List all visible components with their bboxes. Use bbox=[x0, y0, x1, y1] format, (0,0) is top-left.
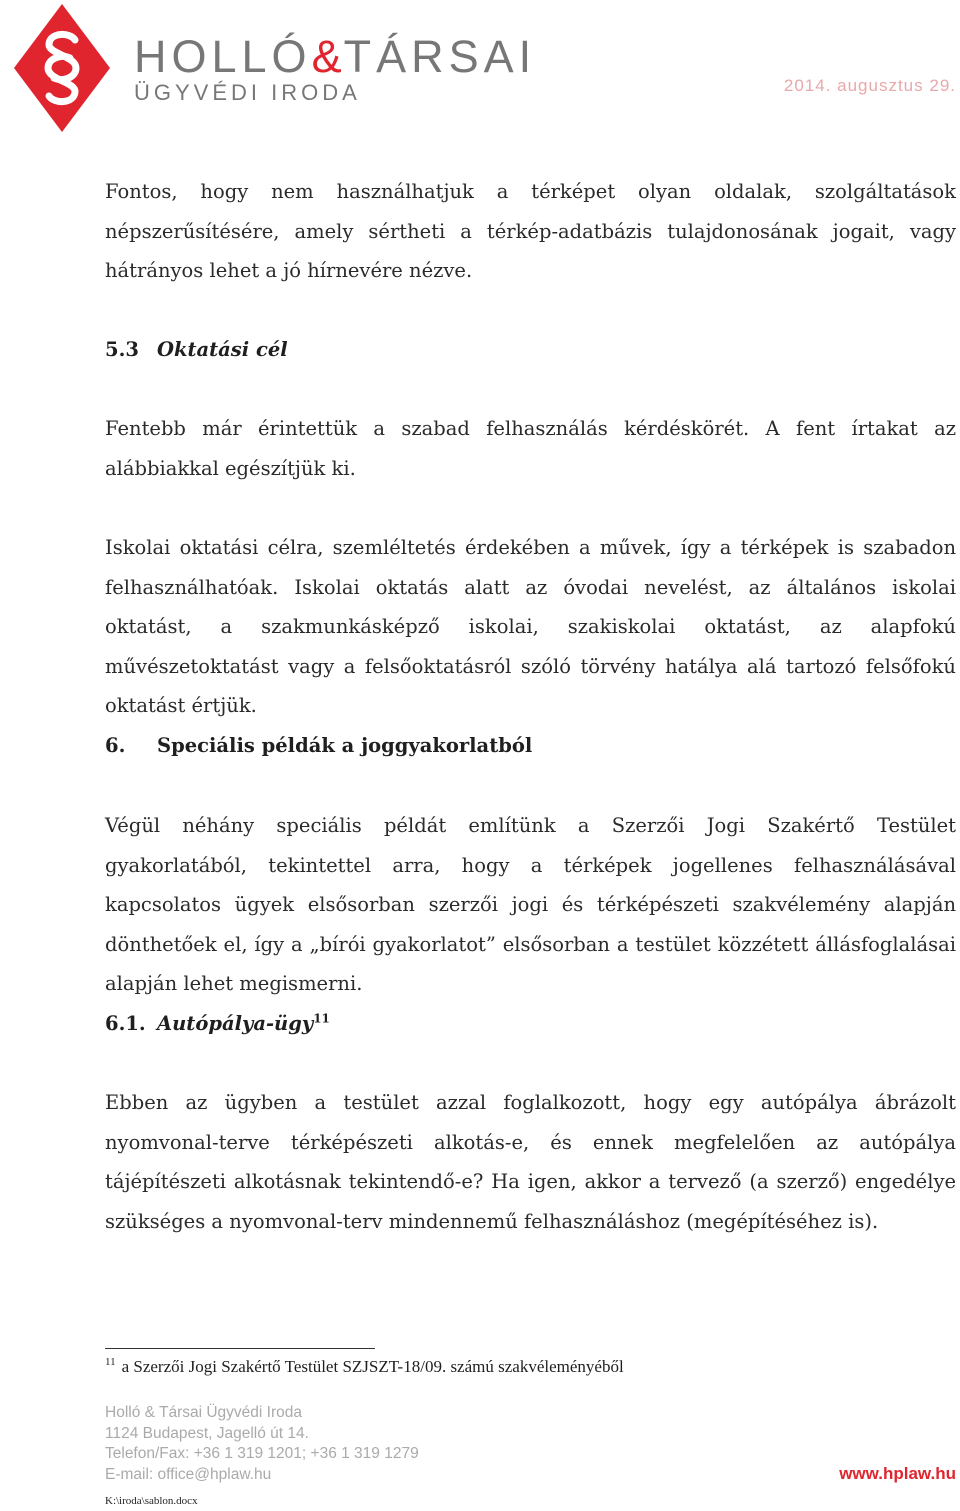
footnote-text: a Szerzői Jogi Szakértő Testület SZJSZT-18/09. számú szakvéleményéből bbox=[121, 1357, 624, 1376]
footer-contact bbox=[105, 1403, 419, 1485]
footnote-number: 11 bbox=[105, 1356, 116, 1369]
section-number: 6.1. bbox=[105, 1012, 146, 1035]
section-title: Speciális példák a joggyakorlatból bbox=[157, 734, 533, 757]
section-heading-6-1 bbox=[105, 1010, 330, 1038]
brand-name: HOLLÓ&TÁRSAI bbox=[134, 31, 537, 82]
paragraph-special-examples: Végül néhány speciális példát említünk a Szerzői Jogi Szakértő Testület gyakorlatából, tekintettel arra, hogy a térképek jogellenes felhasználásával kapcsolatos ügyek elsősorban szerzői jogi és térképészeti szakvélemény alapján dönthetőek el, így a „bírói gyakorlatot” elsősorban a testület közzétett állásfoglalásai alapján lehet megismerni. bbox=[105, 814, 956, 995]
paragraph-free-use: Fentebb már érintettük a szabad felhasználás kérdéskörét. A fent írtakat az alábbiakkal egészítjük ki. bbox=[105, 417, 956, 480]
section-number: 5.3 bbox=[105, 338, 139, 361]
section-title: Autópálya-ügy bbox=[157, 1012, 314, 1035]
brand-subtitle: ÜGYVÉDI IRODA bbox=[134, 80, 361, 105]
footer-address: 1124 Budapest, Jagelló út 14. bbox=[105, 1424, 309, 1442]
paragraph-school-use: Iskolai oktatási célra, szemléltetés érdekében a művek, így a térképek is szabadon felhasználhatóak. Iskolai oktatás alatt az óvodai nevelést, az általános iskolai oktatást, a szakmunkásképző iskolai, szakiskolai oktatást, az alapfokú művészetoktatást vagy a felsőoktatásról szóló törvény hatálya alá tartozó felsőfokú oktatást értjük. bbox=[105, 536, 957, 717]
footnote bbox=[105, 1357, 624, 1377]
file-path: K:\iroda\sablon.docx bbox=[105, 1495, 198, 1507]
section-number: 6. bbox=[105, 734, 126, 757]
paragraph-motorway-case: Ebben az ügyben a testület azzal foglalkozott, hogy egy autópálya ábrázolt nyomvonal-terve térképészeti alkotás-e, és ennek megfelelően az autópálya tájépítészeti alkotásnak tekintendő-e? Ha igen, akkor a tervező (a szerző) engedélye szükséges a nyomvonal-terv mindennemű felhasználáshoz (megépítéséhez is). bbox=[105, 1091, 956, 1233]
document-date: 2014. augusztus 29. bbox=[783, 76, 956, 95]
footer-phone: Telefon/Fax: +36 1 319 1201; +36 1 319 1279 bbox=[105, 1445, 419, 1462]
footnote-separator bbox=[105, 1348, 375, 1349]
section-heading-6 bbox=[105, 732, 532, 760]
paragraph-map-usage: Fontos, hogy nem használhatjuk a térképet olyan oldalak, szolgáltatások népszerűsítésére, amely sértheti a térkép-adatbázis tulajdonosának jogait, vagy hátrányos lehet a jó hírnevére nézve. bbox=[105, 180, 956, 282]
section-sign-logo-icon bbox=[12, 2, 112, 134]
footnote-reference[interactable]: 11 bbox=[313, 1011, 330, 1026]
section-title: Oktatási cél bbox=[157, 338, 288, 361]
section-heading-5-3 bbox=[105, 336, 288, 364]
footer-firm-name: Holló & Társai Ügyvédi Iroda bbox=[105, 1404, 302, 1421]
footer-email[interactable]: E-mail: office@hplaw.hu bbox=[105, 1465, 272, 1483]
footer-website-link[interactable]: www.hplaw.hu bbox=[839, 1464, 956, 1483]
